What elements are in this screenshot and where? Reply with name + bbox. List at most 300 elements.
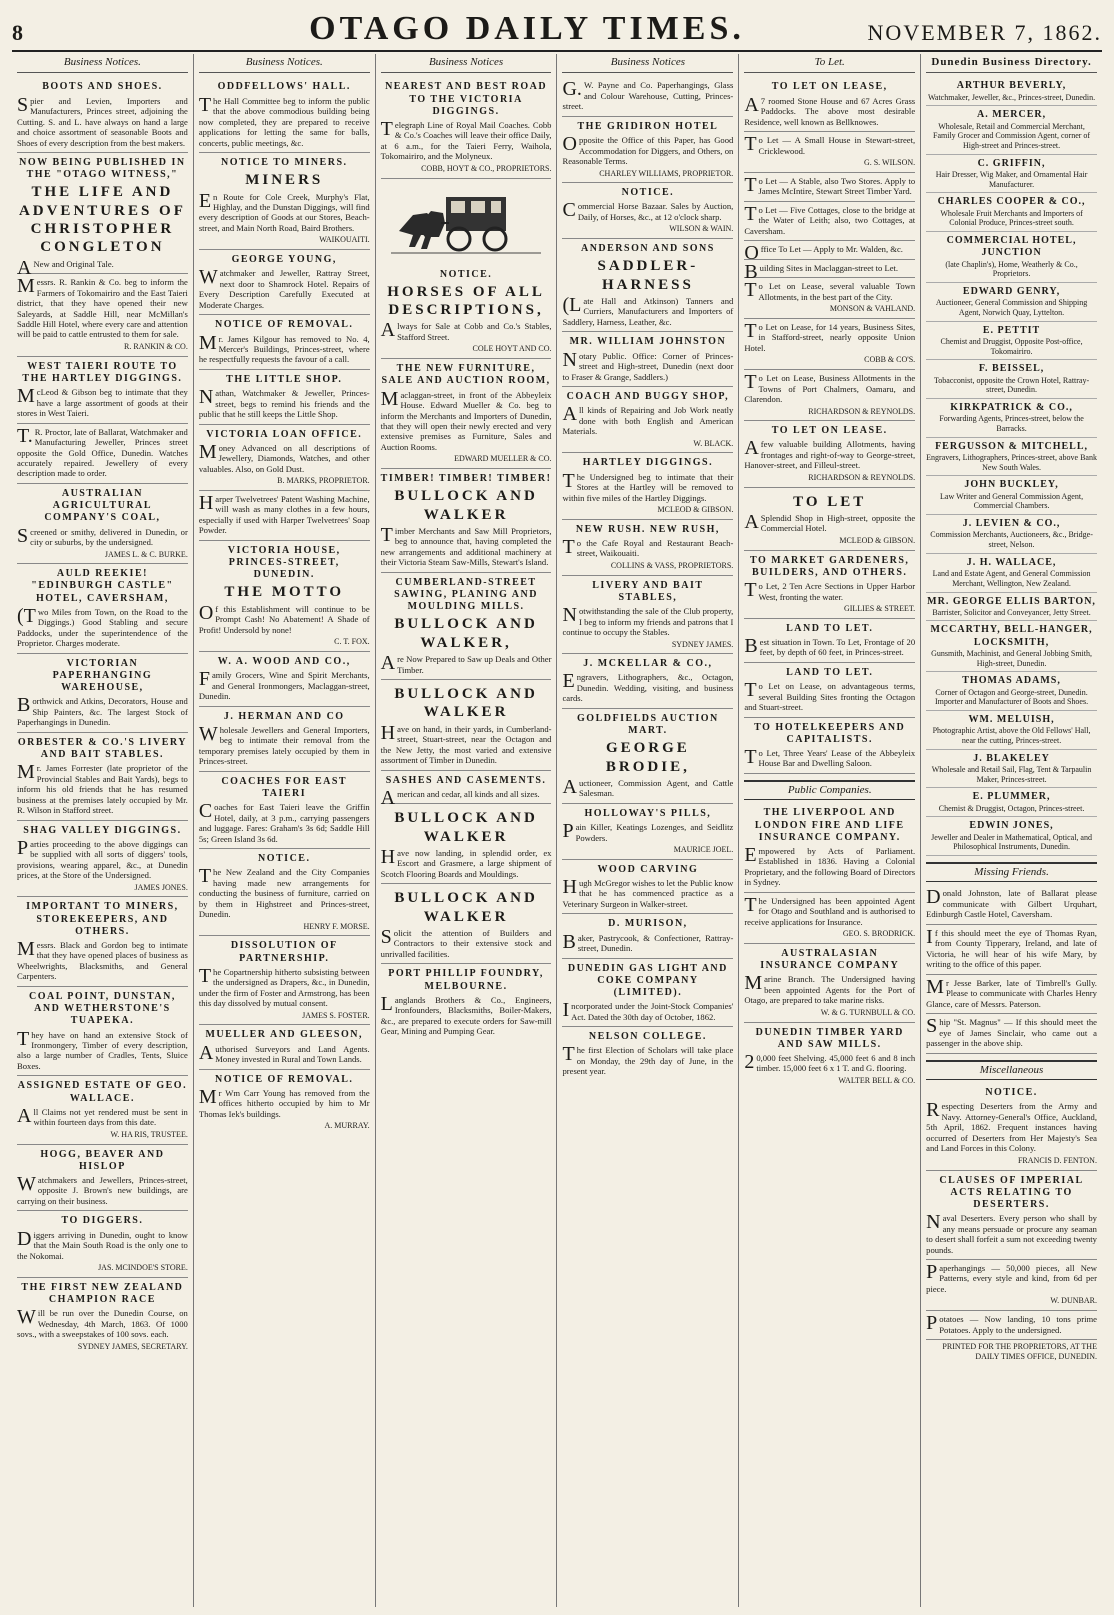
column-2 — [194, 54, 376, 1607]
directory-description: Hair Dresser, Wig Maker, and Ornamental Hair Manufacturer. — [935, 169, 1088, 189]
advertisement — [17, 357, 188, 424]
ad-title: VICTORIA LOAN OFFICE. — [206, 428, 363, 440]
directory-name: JOHN BUCKLEY, — [964, 479, 1059, 491]
ad-signature: JAMES L. & C. BURKE. — [104, 549, 188, 559]
ad-signature: WALTER BELL & CO. — [838, 1075, 916, 1085]
directory-entry — [926, 817, 1097, 856]
ad-body-text: The first Election of Scholars will take place on Monday, the 29th day of June, in the present year. — [562, 1043, 734, 1077]
directory-entry — [926, 672, 1097, 711]
ad-signature: COBB, HOYT & CO., PROPRIETORS. — [421, 163, 552, 173]
ad-title: NOTICE. — [985, 1087, 1038, 1099]
advertisement — [17, 733, 188, 821]
directory-description: Forwarding Agents, Princes-street, below the Barracks. — [939, 414, 1084, 434]
directory-name: J. H. WALLACE, — [966, 556, 1057, 568]
ad-body-text: Wholesale Jewellers and General Importers, beg to intimate their removal from the temporary premises lately occupied by them in Princes-street. — [198, 722, 370, 767]
ad-title: AUSTRALASIAN INSURANCE COMPANY — [760, 948, 900, 972]
ad-signature: COLLINS & VASS, PROPRIETORS. — [610, 560, 734, 570]
ad-signature: FRANCIS D. FENTON. — [1017, 1155, 1097, 1165]
advertisement — [199, 315, 370, 370]
ad-display-heading: GEORGE BRODIE, — [605, 740, 690, 775]
directory-name: COMMERCIAL HOTEL, JUNCTION — [946, 235, 1077, 259]
advertisement — [562, 959, 733, 1028]
directory-entry — [926, 232, 1097, 283]
ad-body-text: Have on hand, in their yards, in Cumberland-street, Stuart-street, near the Octagon and the New Jetty, the most varied and extensive assortment of Timber in Dunedin. — [380, 721, 552, 766]
ad-body-text: Hugh McGregor wishes to let the Public know that he has commenced practice as a Veterinary Surgeon in Walker-street. — [562, 875, 734, 909]
ad-title: CUMBERLAND-STREET SAWING, PLANING AND MOULDING MILLS. — [394, 576, 538, 613]
missing-friend-notice — [926, 885, 1097, 924]
advertisement — [381, 359, 552, 469]
directory-entry — [926, 621, 1097, 672]
directory-description: Chemist & Druggist, Octagon, Princes-street. — [938, 803, 1085, 813]
ad-signature: COLE HOYT AND CO. — [472, 344, 552, 354]
ad-body-text: Building Sites in Maclaggan-street to Let. — [744, 260, 899, 283]
ad-signature: MONSON & VAHLAND. — [829, 304, 916, 314]
directory-name: C. GRIFFIN, — [977, 157, 1046, 169]
advertisement — [744, 260, 915, 283]
advertisement — [381, 680, 552, 771]
ad-signature: CHARLEY WILLIAMS, PROPRIETOR. — [599, 168, 734, 178]
advertisement — [199, 849, 370, 936]
ad-title: TO LET ON LEASE, — [771, 81, 888, 93]
directory-description: Jeweller and Dealer in Mathematical, Optical, and Philosophical Instruments, Dunedin. — [931, 832, 1092, 852]
ad-signature: C. T. FOX. — [334, 637, 370, 647]
ad-body-text: (Two Miles from Town, on the Road to the Diggings.) Good Stabling and secure Paddocks, under the superintendence of the Proprietor. Charges moderate. — [17, 604, 188, 649]
directory-entry — [926, 750, 1097, 789]
directory-description: Land and Estate Agent, and General Commission Merchant, Wellington, New Zealand. — [932, 569, 1091, 588]
ad-body-text: Screened or smithy, delivered in Dunedin, or city or suburbs, by the undersigned. — [17, 524, 188, 548]
ad-body-text: Engravers, Lithographers, &c., Octagon, Dunedin. Wedding, visiting, and business cards. — [562, 670, 734, 704]
ad-body-text: The Undersigned beg to intimate that their Stores at the Hartley will be removed to within five miles of the Hartley Diggings. — [562, 469, 734, 503]
advertisement — [199, 541, 370, 652]
advertisement — [17, 77, 188, 153]
advertisement — [562, 453, 733, 519]
directory-description: Barrister, Solicitor and Conveyancer, Jetty Street. — [932, 607, 1091, 617]
coach-engraving — [391, 183, 541, 261]
ad-title: DUNEDIN TIMBER YARD AND SAW MILLS. — [755, 1026, 904, 1050]
directory-description: Tobacconist, opposite the Crown Hotel, Rattray-street, Dunedin. — [933, 375, 1090, 395]
ad-signature: R. RANKIN & CO. — [124, 341, 188, 351]
column-heading: Business Notices — [562, 54, 733, 73]
ad-title: ODDFELLOWS' HALL. — [217, 81, 351, 93]
ad-body-text: Paperhangings — 50,000 pieces, all New Patterns, every style and kind, from 6d per piece. — [926, 1261, 1097, 1294]
ad-body-text: Mr Wm Carr Young has removed from the offices hitherto occupied by him to Mr Thomas Iek's buildings. — [198, 1085, 370, 1119]
ad-body-text: The Copartnership hitherto subsisting between the undersigned as Drapers, &c., in Dunedin, under the firm of Foster and Armstrong, has been this day dissolved by mutual consent. — [198, 964, 370, 1009]
advertisement — [562, 576, 733, 655]
ad-title: SASHES AND CASEMENTS. — [385, 774, 547, 786]
ad-body-text: Pain Killer, Keatings Lozenges, and Seidlitz Powders. — [562, 820, 734, 843]
directory-name: THOMAS ADAMS, — [962, 675, 1061, 687]
directory-description: Watchmaker, Jeweller, &c., Princes-street, Dunedin. — [928, 92, 1096, 102]
advertisement — [381, 77, 552, 178]
ad-title: SHAG VALLEY DIGGINGS. — [23, 824, 182, 836]
advertisement — [562, 77, 733, 116]
advertisement — [199, 370, 370, 425]
ad-body-text: American and cedar, all kinds and all sizes. — [380, 786, 540, 809]
directory-entry — [926, 711, 1097, 750]
directory-entry — [926, 515, 1097, 554]
ad-title: HARTLEY DIGGINGS. — [582, 457, 714, 469]
ad-body-text: Commercial Horse Bazaar. Sales by Auction, Daily, of Horses, &c., at 12 o'clock sharp. — [562, 199, 734, 222]
advertisement — [744, 488, 915, 551]
ad-body-text: Messrs. R. Rankin & Co. beg to inform the Farmers of Tokomairiro and the East Taieri district, that they have opened their new Saleyards, at Saddle Hill, near McMillan's Saddle Hill Hotel, where every care and attention will be paid to cattle entrusted to them for sale. — [17, 275, 188, 340]
advertisement — [381, 573, 552, 680]
ad-body-text: G.W. Payne and Co. Paperhangings, Glass and Colour Warehouse, Cutting, Princes-street. — [562, 78, 734, 112]
ad-signature: RICHARDSON & REYNOLDS. — [808, 472, 916, 482]
ad-title: THE GRIDIRON HOTEL — [577, 120, 719, 132]
ad-title: COACH AND BUGGY SHOP, — [566, 391, 730, 403]
ad-title: TIMBER! TIMBER! TIMBER! — [380, 473, 552, 485]
advertisement — [199, 1025, 370, 1069]
directory-description: Engravers, Lithographers, Princes-street, above Bank New South Wales. — [926, 452, 1097, 472]
advertisement — [744, 370, 915, 421]
ad-display-heading: THE LIFE AND ADVENTURES OF CHRISTOPHER CONGLETON — [18, 184, 186, 256]
ad-signature: W. BLACK. — [693, 438, 734, 448]
directory-entry — [926, 554, 1097, 593]
advertisement — [744, 803, 915, 893]
ad-signature: A. MURRAY. — [324, 1121, 370, 1131]
advertisement — [744, 421, 915, 487]
ad-body-text: Watchmakers and Jewellers, Princes-street, opposite J. Brown's new buildings, are carrying on their business. — [17, 1172, 188, 1206]
ad-body-text: (Late Hall and Atkinson) Tanners and Curriers, Manufacturers and Importers of Saddlery, Harness, Leather, &c. — [562, 293, 734, 327]
notice-text: If this should meet the eye of Thomas Ryan, from County Tipperary, Ireland, and late of Victoria, he will hear of his wife Mary, by writing to the office of this paper. — [926, 925, 1097, 970]
ad-title: COAL POINT, DUNSTAN, AND WETHERSTONE'S TUAPEKA. — [28, 990, 176, 1027]
directory-description: Wholesale and Retail Sail, Flag, Tent & Tarpaulin Maker, Princes-street. — [931, 764, 1092, 784]
ad-title: DUNEDIN GAS LIGHT AND COKE COMPANY (LIMITED). — [567, 962, 728, 998]
directory-description: Corner of Octagon and George-street, Dunedin. Importer and Manufacturer of Boots and Shoes. — [935, 687, 1089, 707]
directory-entry — [926, 360, 1097, 399]
ad-body-text: To Let — A Small House in Stewart-street, Cricklewood. — [744, 133, 916, 156]
advertisement — [199, 77, 370, 153]
column-heading: Dunedin Business Directory. — [926, 54, 1097, 73]
ad-body-text: The New Zealand and the City Companies having made new arrangements for conducting the business of furniture, carried on by them in Highstreet and Princes-street, Dunedin. — [198, 865, 370, 920]
ad-body-text: All Claims not yet rendered must be sent in within fourteen days from this date. — [17, 1104, 188, 1128]
ad-signature: B. MARKS, PROPRIETOR. — [277, 476, 370, 486]
ad-body-text: Of this Establishment will continue to be Prompt Cash! No Abatement! A Shade of Profit! Undersold by none! — [198, 601, 370, 635]
ad-title: NEW RUSH. NEW RUSH, — [575, 523, 720, 535]
ad-signature: HENRY F. MORSE. — [303, 921, 370, 931]
ad-title: HOGG, BEAVER AND HISLOP — [40, 1148, 165, 1172]
notice-text: Mr Jesse Barker, late of Timbrell's Gully. Please to communicate with Charles Henry Glance, care of Messrs. Paterson. — [926, 975, 1097, 1009]
ad-body-text: To Let, Three Years' Lease of the Abbeyleix House Bar and Dwelling Saloon. — [744, 745, 916, 769]
ad-body-text: Money Advanced on all descriptions of Jewellery, Diamonds, Watches, and other valuables. Also, on Gold Dust. — [198, 440, 370, 474]
directory-description: Auctioneer, General Commission and Shipping Agent, Norwich Quay, Lyttelton. — [935, 298, 1088, 317]
ad-body-text: Coaches for East Taieri leave the Griffin Hotel, daily, at 3 p.m., carrying passengers and luggage. Fares: Graham's 3s 6d; Saddle Hill 5s; Green Island 3s 6d. — [198, 800, 370, 844]
ad-title: NOTICE. — [621, 187, 675, 199]
ad-body-text: ANew and Original Tale. — [17, 256, 114, 279]
masthead — [12, 6, 1102, 52]
ad-title: ANDERSON AND SONS — [580, 243, 715, 255]
ad-title: LAND TO LET. — [786, 666, 874, 678]
advertisement — [744, 944, 915, 1023]
ad-body-text: Borthwick and Atkins, Decorators, House and Ship Painters, &c. The largest Stock of Paperhangings in Dunedin. — [17, 694, 188, 728]
advertisement — [199, 425, 370, 491]
ad-title: THE FIRST NEW ZEALAND CHAMPION RACE — [21, 1281, 184, 1305]
ad-title: LAND TO LET. — [786, 622, 874, 634]
ad-title: TO DIGGERS. — [61, 1215, 144, 1227]
public-companies-heading: Public Companies. — [744, 780, 915, 800]
ad-body-text: Are Now Prepared to Saw up Deals and Other Timber. — [380, 652, 552, 675]
advertisement — [926, 1083, 1097, 1170]
ad-title: TO LET ON LEASE. — [771, 425, 888, 437]
ad-body-text: Authorised Surveyors and Land Agents. Money invested in Rural and Town Lands. — [198, 1041, 370, 1065]
directory-description: Wholesale Fruit Merchants and Importers of Colonial Produce, Princes-street south. — [940, 208, 1083, 228]
ad-title: CLAUSES OF IMPERIAL ACTS RELATING TO DESERTERS. — [939, 1174, 1084, 1210]
notice-text: Ship "St. Magnus" — If this should meet the eye of James Sinclair, who came out a passenger in the above ship. — [926, 1015, 1097, 1049]
directory-name: KIRKPATRICK & CO., — [950, 402, 1073, 414]
ad-title: IMPORTANT TO MINERS, STOREKEEPERS, AND OTHERS. — [26, 901, 179, 937]
directory-name: MCCARTHY, BELL-HANGER, LOCKSMITH, — [930, 624, 1093, 648]
directory-entry — [926, 788, 1097, 817]
column-heading: To Let. — [744, 54, 915, 73]
ad-title: NOTICE. — [439, 268, 493, 280]
directory-entry — [926, 106, 1097, 154]
ad-display-heading: BULLOCK AND WALKER — [394, 686, 538, 721]
ad-body-text: Always for Sale at Cobb and Co.'s Stables, Stafford Street. — [380, 319, 552, 342]
ad-display-heading: MINERS — [245, 172, 324, 189]
missing-friend-notice — [926, 1014, 1097, 1053]
ad-body-text: Best situation in Town. To Let, Frontage of 20 feet, by depth of 60 feet, in Princes-street. — [744, 634, 916, 658]
directory-name: EDWARD GENRY, — [962, 286, 1061, 298]
advertisement — [926, 1171, 1097, 1261]
advertisement — [199, 491, 370, 541]
ad-title: TO MARKET GARDENERS, BUILDERS, AND OTHERS. — [750, 554, 910, 578]
ad-body-text: The Undersigned has been appointed Agent for Otago and Southland and is authorised to receive applications for Insurance. — [744, 893, 916, 927]
ad-display-heading: BULLOCK AND WALKER — [394, 810, 538, 845]
advertisement — [17, 424, 188, 484]
advertisement — [562, 239, 733, 332]
ad-signature: JAMES JONES. — [134, 882, 188, 892]
ad-body-text: McLeod & Gibson beg to intimate that they have a large assortment of goods at their stores in West Taieri. — [17, 385, 188, 419]
directory-entry — [926, 593, 1097, 622]
column-heading: Business Notices. — [199, 54, 370, 73]
directory-entry — [926, 155, 1097, 194]
advertisement — [562, 914, 733, 958]
ad-body-text: Harper Twelvetrees' Patent Washing Machine, will wash as many clothes in a few hours, especially if used with Harper Twelvetrees' Soap Powder. — [198, 491, 370, 536]
advertisement — [199, 1070, 370, 1135]
missing-friend-notice — [926, 925, 1097, 975]
column-6 — [921, 54, 1102, 1607]
directory-name: ARTHUR BEVERLY, — [956, 80, 1067, 92]
ad-signature: SYDNEY JAMES, SECRETARY. — [77, 1341, 188, 1351]
ad-title: WEST TAIERI ROUTE TO THE HARTLEY DIGGINGS. — [22, 360, 183, 384]
ad-body-text: Office To Let — Apply to Mr. Walden, &c. — [744, 242, 903, 265]
advertisement — [744, 893, 915, 944]
directory-name: J. BLAKELEY — [973, 752, 1050, 764]
ad-body-text: Incorporated under the Joint-Stock Companies' Act. Dated the 30th day of October, 1862. — [562, 999, 734, 1022]
ad-title: W. A. WOOD AND CO., — [217, 655, 351, 667]
advertisement — [926, 1311, 1097, 1340]
ad-title: NEAREST AND BEST ROAD TO THE VICTORIA DIGGINGS. — [385, 81, 548, 117]
ad-title: WOOD CARVING — [597, 863, 699, 875]
ad-display-heading: HORSES OF ALL DESCRIPTIONS, — [387, 283, 545, 319]
ad-title: BOOTS AND SHOES. — [42, 81, 163, 93]
ad-signature: RICHARDSON & REYNOLDS. — [808, 406, 916, 416]
column-3 — [376, 54, 558, 1607]
ad-signature: MCLEOD & GIBSON. — [839, 535, 916, 545]
ad-title: NOTICE TO MINERS. — [220, 157, 348, 169]
advertisement — [744, 619, 915, 663]
ad-body-text: To Let on Lease, several valuable Town Allotments, in the best part of the City. — [744, 279, 916, 302]
advertisement — [199, 250, 370, 315]
advertisement — [562, 654, 733, 709]
ad-title: AUSTRALIAN AGRICULTURAL COMPANY'S COAL, — [44, 487, 161, 524]
advertisement — [199, 936, 370, 1025]
ad-body-text: To Let — Five Cottages, close to the bridge at the Water of Leith; also, two Cottages, at Caversham. — [744, 202, 916, 236]
advertisement — [926, 1260, 1097, 1311]
directory-name: CHARLES COOPER & CO., — [937, 196, 1086, 208]
advertisement — [562, 387, 733, 453]
advertisement — [562, 1027, 733, 1081]
ad-body-text: Timber Merchants and Saw Mill Proprietors, beg to announce that, having completed the new arrangements and additional machinery at their Victoria Steam Saw-Mills, Stewart's Island. — [380, 523, 552, 568]
footer-imprint: PRINTED FOR THE PROPRIETORS, AT THE DAILY TIMES OFFICE, DUNEDIN. — [942, 1342, 1097, 1361]
directory-description: Law Writer and General Commission Agent, Commercial Chambers. — [940, 491, 1084, 511]
ad-body-text: Naval Deserters. Every person who shall by any means persuade or procure any seaman to desert shall forfeit a sum not exceeding twenty pounds. — [926, 1211, 1097, 1255]
directory-entry — [926, 322, 1097, 361]
advertisement — [17, 1145, 188, 1212]
ad-title: J. HERMAN AND CO — [223, 710, 345, 722]
ad-body-text: Telegraph Line of Royal Mail Coaches. Cobb & Co.'s Coaches will leave their office Daily, at 6 a.m., for the Taieri Ferry, Waihola, Tokomairiro, and the Molyneux. — [380, 117, 552, 162]
advertisement — [17, 897, 188, 987]
ad-body-text: Will be run over the Dunedin Course, on Wednesday, 4th March, 1863. Of 1000 sovs., with a sweepstakes of 100 sovs. each. — [17, 1306, 188, 1340]
ad-title: GEORGE YOUNG, — [231, 254, 337, 266]
directory-name: J. LEVIEN & CO., — [962, 518, 1061, 530]
ad-signature: GEO. S. BRODRICK. — [842, 929, 916, 939]
directory-description: (late Chaplin's), Home, Weatherly & Co., Proprietors. — [945, 259, 1078, 279]
ad-title: THE LIVERPOOL AND LONDON FIRE AND LIFE INSURANCE COMPANY. — [754, 807, 905, 843]
ad-body-text: Have now landing, in splendid order, ex Escort and Grasmere, a large shipment of Scotch Flooring Boards and Mouldings. — [380, 845, 552, 879]
ad-title: COACHES FOR EAST TAIERI — [221, 775, 348, 799]
advertisement — [17, 654, 188, 733]
advertisement — [381, 265, 552, 360]
advertisement — [17, 564, 188, 654]
ad-body-text: T.R. Proctor, late of Ballarat, Watchmaker and Manufacturing Jeweller, Princes street opposite the Gold Office, Dunedin. Watches accurately repaired. Jewellery of every description made to order. — [17, 424, 188, 479]
ad-body-text: Messrs. Black and Gordon beg to intimate that they have opened places of business as Wheelwrights, Blacksmiths, and General Carpenters. — [17, 938, 188, 982]
advertisement — [17, 274, 188, 357]
ad-signature: SYDNEY JAMES. — [671, 639, 734, 649]
ad-body-text: Respecting Deserters from the Army and Navy. Attorney-General's Office, Auckland, 5th April, 1862. Frequent instances having occurred of Deserters from Her Majesty's Sea and Land Forces in this Colony. — [926, 1099, 1097, 1154]
advertisement — [744, 1023, 915, 1090]
ad-title: D. MURISON, — [608, 918, 688, 930]
ad-title: THE LITTLE SHOP. — [226, 373, 343, 385]
column-4 — [557, 54, 739, 1607]
ad-body-text: To Let on Lease, for 14 years, Business Sites, in Stafford-street, nearly opposite Union Hotel. — [744, 319, 916, 353]
ad-body-text: En Route for Cole Creek, Murphy's Flat, Highlay, and the Dunstan Diggings, will find every description of Goods at our Stores, Beach-street, and Main North Road, Baird Brothers. — [198, 189, 370, 233]
ad-title: THE NEW FURNITURE, SALE AND AUCTION ROOM, — [381, 363, 551, 387]
column-5 — [739, 54, 921, 1607]
ad-body-text: Opposite the Office of this Paper, has Good Accommodation for Diggers, and Others, on Reasonable Terms. — [562, 133, 734, 167]
advertisement — [17, 821, 188, 898]
advertisement — [744, 202, 915, 241]
directory-description: Commission Merchants, Auctioneers, &c., Bridge-street, Nelson. — [930, 530, 1093, 550]
directory-entry — [926, 438, 1097, 477]
advertisement — [562, 709, 733, 804]
ad-body-text: Nathan, Watchmaker & Jeweller, Princes-street, begs to remind his friends and the public that he still keeps the Little Shop. — [198, 386, 370, 420]
advertisement — [744, 278, 915, 319]
ad-title: NOTICE OF REMOVAL. — [215, 1073, 354, 1085]
advertisement — [17, 153, 188, 279]
column-heading: Business Notices — [381, 54, 552, 73]
advertisement — [562, 804, 733, 860]
advertisement — [562, 183, 733, 239]
ad-body-text: A7 roomed Stone House and 67 Acres Grass Paddocks. The above most desirable Residence, well known as Bellknowes. — [744, 93, 916, 127]
advertisement — [562, 117, 733, 183]
column-1 — [12, 54, 194, 1607]
directory-entry — [926, 476, 1097, 515]
ad-title: MR. WILLIAM JOHNSTON — [569, 336, 727, 348]
ad-body-text: Maclaggan-street, in front of the Abbeyleix House. Edward Mueller & Co. beg to inform the Merchants and Importers of Dunedin, that they will open their newly erected and very extensive premises as Furniture, Sales and Auction Rooms. — [380, 387, 552, 452]
advertisement — [381, 884, 552, 964]
ad-title: NOW BEING PUBLISHED IN THE "OTAGO WITNESS," — [19, 157, 186, 181]
directory-entry — [926, 193, 1097, 232]
notice-text: Donald Johnston, late of Ballarat please communicate with Gilbert Urquhart, Edinburgh Castle Hotel, Caversham. — [926, 886, 1097, 920]
ad-title: ORBESTER & CO.'S LIVERY AND BAIT STABLES. — [17, 736, 187, 760]
ad-body-text: The Hall Committee beg to inform the public that the above commodious building being now completed, they are prepared to receive applications for letting the same for balls, concerts, public meetings, &c. — [198, 93, 370, 148]
directory-entry — [926, 399, 1097, 438]
ad-body-text: All kinds of Repairing and Job Work neatly done with both English and American Materials. — [562, 403, 734, 437]
ad-body-text: Baker, Pastrycook, & Confectioner, Rattray-street, Dunedin. — [562, 930, 734, 954]
advertisement — [381, 964, 552, 1040]
directory-description: Photographic Artist, above the Old Fellows' Hall, near the cutting, Princes-street. — [932, 726, 1091, 745]
ad-body-text: ASplendid Shop in High-street, opposite the Commercial Hotel. — [744, 510, 916, 534]
ad-title: J. MCKELLAR & CO., — [583, 658, 713, 670]
advertisement — [199, 772, 370, 849]
ad-body-text: Watchmaker and Jeweller, Rattray Street, next door to Shamrock Hotel. Repairs of Every Description Carefully Executed at Moderate Charges. — [198, 266, 370, 310]
directory-description: Chemist and Druggist, Opposite Post-office, Tokomairiro. — [940, 336, 1083, 356]
ad-body-text: To Let, 2 Ten Acre Sections in Upper Harbor West, fronting the water. — [744, 579, 916, 602]
ad-display-heading: THE MOTTO — [224, 584, 345, 601]
advertisement — [199, 707, 370, 772]
ad-body-text: Afew valuable building Allotments, having frontages and right-of-way to George-street, Hanover-street, and Filleul-street. — [744, 437, 916, 471]
advertisement — [562, 520, 733, 576]
ad-title: TO HOTELKEEPERS AND CAPITALISTS. — [754, 721, 906, 745]
ad-title: NOTICE. — [258, 853, 311, 865]
advertisement — [562, 860, 733, 915]
advertisement — [380, 771, 552, 809]
directory-description: Wholesale, Retail and Commercial Merchant, Family Grocer and Commission Agent, corner of High-street and Princes-street. — [933, 121, 1091, 151]
ad-display-heading: BULLOCK AND WALKER — [394, 890, 538, 925]
advertisement — [744, 319, 915, 370]
directory-name: FERGUSSON & MITCHELL, — [935, 440, 1089, 452]
directory-name: F. BEISSEL, — [978, 363, 1045, 375]
ad-body-text: Potatoes — Now landing, 10 tons prime Potatoes. Apply to the undersigned. — [926, 1312, 1097, 1335]
ad-signature: W. DUNBAR. — [1050, 1296, 1097, 1306]
advertisement — [744, 173, 915, 202]
directory-name: E. PETTIT — [982, 324, 1041, 336]
ad-signature: EDWARD MUELLER & CO. — [454, 454, 552, 464]
ad-body-text: Mr. James Forrester (late proprietor of the Provincial Stables and Bait Yards), begs to inform his old friends that he has resumed business at the premises lately occupied by Mr. R. Wilson in Stafford street. — [17, 761, 188, 816]
advertisement — [199, 652, 370, 707]
ad-display-heading: BULLOCK AND WALKER — [394, 488, 538, 523]
ad-display-heading: SADDLER-HARNESS — [597, 258, 699, 293]
advertisement — [199, 153, 370, 250]
page-number: 8 — [12, 20, 23, 45]
ad-body-text: To Let on Lease, Business Allotments in the Towns of Port Chalmers, Oamaru, and Clarendon. — [744, 371, 916, 405]
directory-name: E. PLUMMER, — [972, 791, 1051, 803]
missing-friends-heading: Missing Friends. — [926, 862, 1097, 882]
ad-title: VICTORIAN PAPERHANGING WAREHOUSE, — [52, 657, 153, 694]
ad-signature: G. S. WILSON. — [863, 158, 916, 168]
ad-body-text: Solicit the attention of Builders and Contractors to their extensive stock and unrivalled facilities. — [380, 925, 552, 959]
ad-body-text: Marine Branch. The Undersigned having been appointed Agents for the Port of Otago, are prepared to take marine risks. — [744, 972, 916, 1006]
ad-body-text: To Let on Lease, on advantageous terms, several Building Sites fronting the Octagon and Stuart-street. — [744, 679, 916, 713]
ad-title: VICTORIA HOUSE, PRINCES-STREET, DUNEDIN. — [227, 544, 341, 581]
ad-title: PORT PHILLIP FOUNDRY, MELBOURNE. — [388, 968, 544, 992]
advertisement — [381, 469, 552, 573]
ad-body-text: Langlands Brothers & Co., Engineers, Ironfounders, Blacksmiths, Boiler-Makers, &c., are prepared to execute orders for Saw-mill Gear, Mining and Pumping Gear. — [380, 992, 552, 1037]
ad-signature: GILLIES & STREET. — [843, 604, 916, 614]
ad-body-text: Parties proceeding to the above diggings can be supplied with all sorts of diggers' tools, provisions, wearing apparel, &c., at Dunedin prices, at the Store of the Undersigned. — [17, 836, 188, 881]
advertisement — [562, 332, 733, 387]
